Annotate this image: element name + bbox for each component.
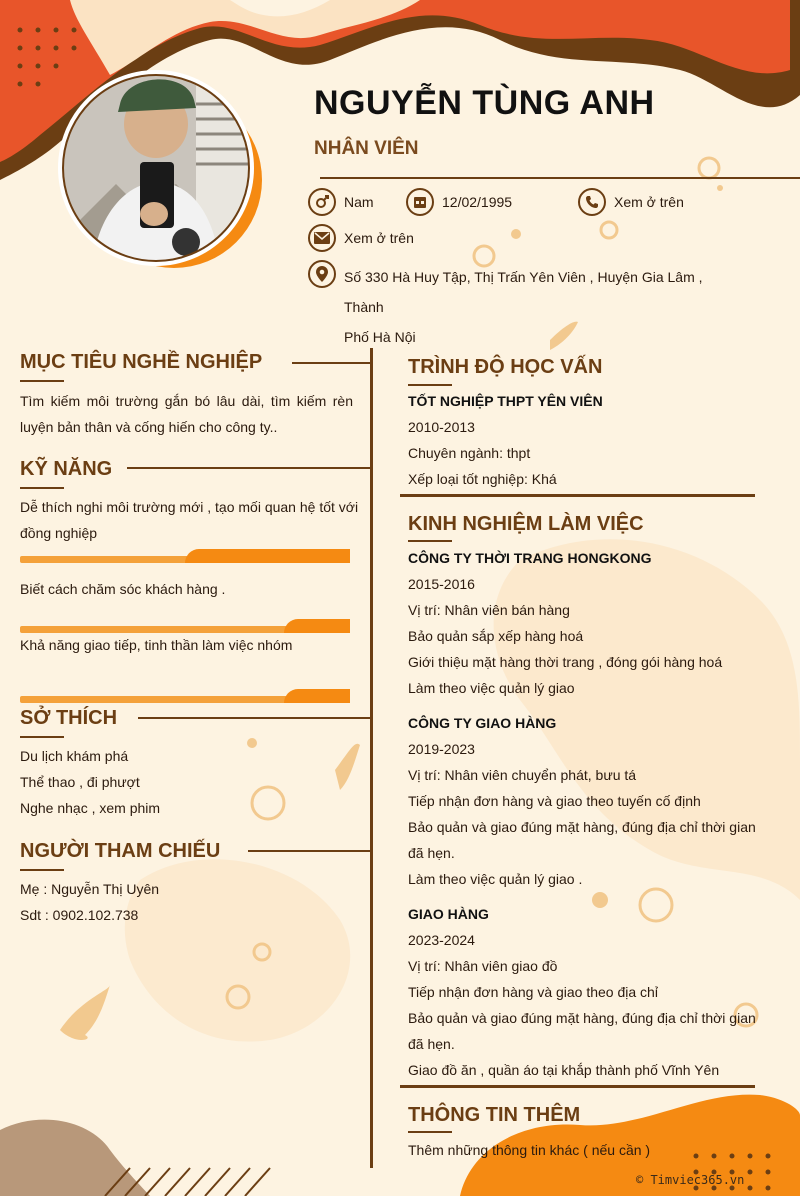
experience-heading: KINH NGHIỆM LÀM VIỆC [408, 513, 644, 535]
education-major: Chuyên ngành: thpt [408, 445, 531, 461]
avatar-photo [56, 64, 266, 274]
email-text: Xem ở trên [344, 230, 414, 246]
section-divider [400, 494, 755, 497]
job-line: Bảo quản và giao đúng mặt hàng, đúng địa chỉ thời gian [408, 819, 756, 835]
hobbies-underline [20, 736, 64, 738]
skill-item-2-bar [20, 619, 350, 633]
envelope-icon [308, 224, 336, 252]
skill-item-2-label: Biết cách chăm sóc khách hàng . [20, 581, 226, 597]
objective-heading-line [292, 362, 370, 364]
contact-gender [308, 188, 374, 216]
job-line: Giao đồ ăn , quần áo tại khắp thành phố Vĩnh Yên [408, 1062, 720, 1078]
education-school: TỐT NGHIỆP THPT YÊN VIÊN [408, 393, 603, 409]
job-company: CÔNG TY THỜI TRANG HONGKONG [408, 550, 652, 566]
candidate-name: NGUYỄN TÙNG ANH [314, 84, 655, 122]
reference-item: Mẹ : Nguyễn Thị Uyên [20, 881, 160, 897]
skill-item-1-label: Dễ thích nghi môi trường mới , tạo mối quan hệ tốt với đồng nghiệp [20, 499, 359, 541]
gender-icon [308, 188, 336, 216]
skill-item-3-bar [20, 689, 350, 703]
job-line: Vị trí: Nhân viên chuyển phát, bưu tá [408, 767, 637, 783]
experience-underline [408, 540, 452, 542]
birthdate-text: 12/02/1995 [442, 194, 513, 210]
contact-divider [320, 177, 800, 179]
skill-item-2-fill [284, 619, 350, 633]
address-text [344, 262, 744, 352]
job-entry-3 [408, 901, 768, 1083]
avatar [56, 64, 266, 274]
job-line: đã hẹn. [408, 1036, 455, 1052]
additional-text: Thêm những thông tin khác ( nếu cần ) [408, 1142, 651, 1158]
phone-text: Xem ở trên [614, 194, 684, 210]
watermark: © Timviec365.vn [636, 1173, 745, 1187]
references-heading: NGƯỜI THAM CHIẾU [20, 840, 221, 862]
education-block [408, 388, 603, 492]
job-line: đã hẹn. [408, 845, 455, 861]
hobbies-heading: SỞ THÍCH [20, 707, 118, 729]
job-line: Tiếp nhận đơn hàng và giao theo tuyến cố định [408, 793, 701, 809]
objective-heading: MỤC TIÊU NGHỀ NGHIỆP [20, 351, 263, 373]
contact-birthdate [406, 188, 512, 216]
skills-heading: KỸ NĂNG [20, 458, 113, 480]
contact-email [308, 224, 414, 252]
hobby-item: Nghe nhạc , xem phim [20, 800, 161, 816]
location-pin-icon [308, 260, 336, 288]
job-line: Bảo quản và giao đúng mặt hàng, đúng địa chỉ thời gian [408, 1010, 756, 1026]
job-entry-2 [408, 710, 768, 892]
job-company: CÔNG TY GIAO HÀNG [408, 715, 557, 731]
objective-text: Tìm kiếm môi trường gắn bó lâu dài, tìm kiếm rèn luyện bản thân và cống hiến cho công ty.. [20, 393, 353, 435]
education-grade: Xếp loại tốt nghiệp: Khá [408, 471, 557, 487]
job-position: NHÂN VIÊN [314, 138, 419, 159]
education-years: 2010-2013 [408, 419, 475, 435]
phone-icon [578, 188, 606, 216]
section-divider [400, 1085, 755, 1088]
job-line: Tiếp nhận đơn hàng và giao theo địa chỉ [408, 984, 658, 1000]
hobby-item: Thể thao , đi phượt [20, 774, 140, 790]
skill-item-1-bar [20, 549, 350, 563]
additional-underline [408, 1131, 452, 1133]
calendar-icon [406, 188, 434, 216]
column-divider [370, 348, 373, 1168]
job-line: Làm theo việc quản lý giao [408, 680, 575, 696]
objective-underline [20, 380, 64, 382]
contact-phone [578, 188, 684, 216]
job-line: Vị trí: Nhân viên giao đồ [408, 958, 558, 974]
job-line: Làm theo việc quản lý giao . [408, 871, 583, 887]
skills-underline [20, 487, 64, 489]
education-underline [408, 384, 452, 386]
gender-text: Nam [344, 194, 374, 210]
education-heading: TRÌNH ĐỘ HỌC VẤN [408, 356, 603, 378]
reference-item: Sdt : 0902.102.738 [20, 907, 139, 923]
references-heading-line [248, 850, 370, 852]
hobbies-list [20, 743, 160, 821]
references-underline [20, 869, 64, 871]
job-company: GIAO HÀNG [408, 906, 489, 922]
address-line-2: Phố Hà Nội [344, 329, 416, 345]
job-line: Bảo quản sắp xếp hàng hoá [408, 628, 584, 644]
job-years: 2015-2016 [408, 576, 475, 592]
skill-item-3-fill [284, 689, 350, 703]
hobbies-heading-line [138, 717, 370, 719]
additional-heading: THÔNG TIN THÊM [408, 1104, 581, 1126]
skill-item-1-fill [185, 549, 350, 563]
job-line: Giới thiệu mặt hàng thời trang , đóng gói hàng hoá [408, 654, 723, 670]
contact-address-icon-wrap [308, 260, 344, 288]
job-years: 2019-2023 [408, 741, 475, 757]
references-list [20, 876, 159, 928]
skill-item-3-label: Khả năng giao tiếp, tinh thần làm việc nhóm [20, 637, 293, 653]
hobby-item: Du lịch khám phá [20, 748, 129, 764]
job-entry-1 [408, 545, 768, 701]
job-years: 2023-2024 [408, 932, 475, 948]
address-line-1: Số 330 Hà Huy Tập, Thị Trấn Yên Viên , Huyện Gia Lâm , Thành [344, 269, 703, 315]
skills-heading-line [127, 467, 370, 469]
job-line: Vị trí: Nhân viên bán hàng [408, 602, 570, 618]
